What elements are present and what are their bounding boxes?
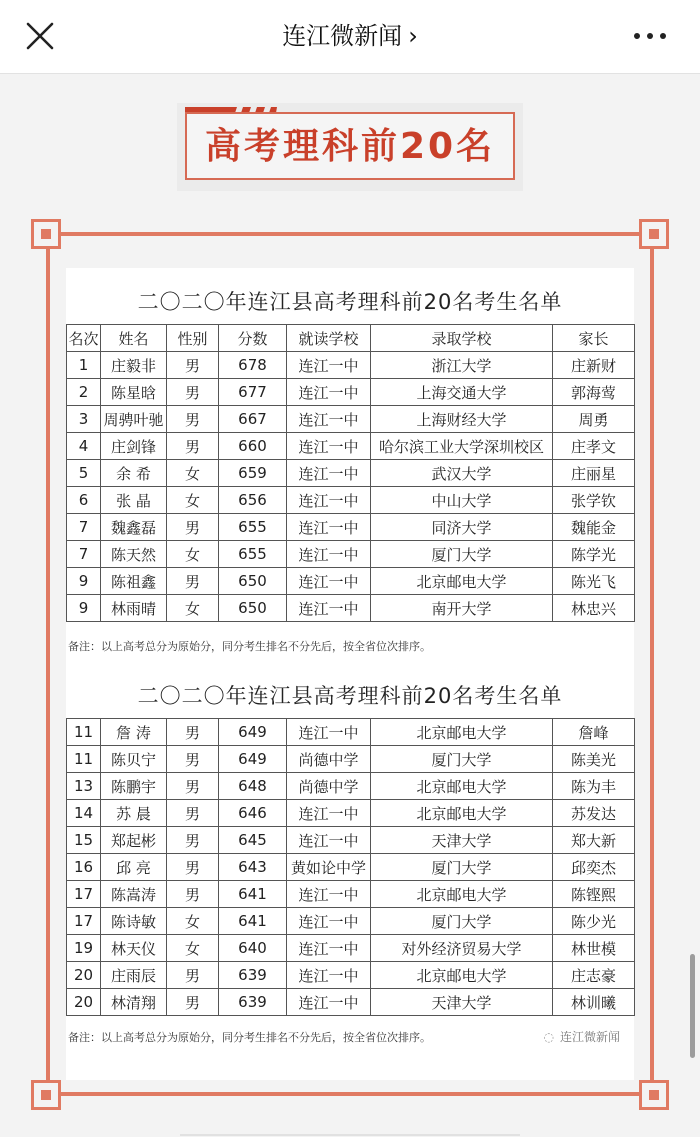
top-nav-bar	[0, 0, 700, 74]
table-cell: 北京邮电大学	[371, 568, 553, 595]
table-cell: 3	[67, 406, 101, 433]
table-cell: 哈尔滨工业大学深圳校区	[371, 433, 553, 460]
table-row	[67, 989, 635, 1016]
table-cell: 陈祖鑫	[101, 568, 167, 595]
table-cell: 男	[167, 568, 219, 595]
table-cell: 魏鑫磊	[101, 514, 167, 541]
table-cell: 同济大学	[371, 514, 553, 541]
table-cell: 女	[167, 460, 219, 487]
table-row	[67, 514, 635, 541]
table-cell: 天津大学	[371, 989, 553, 1016]
table-cell: 9	[67, 595, 101, 622]
table-cell: 陈铿熙	[553, 881, 635, 908]
table-cell: 连江一中	[287, 827, 371, 854]
table-cell: 邱 亮	[101, 854, 167, 881]
table-header-cell: 录取学校	[371, 325, 553, 352]
table-cell: 女	[167, 487, 219, 514]
table-cell: 余 希	[101, 460, 167, 487]
table-row	[67, 827, 635, 854]
table-cell: 南开大学	[371, 595, 553, 622]
table-cell: 邱奕杰	[553, 854, 635, 881]
frame-corner-bottom-left	[31, 1080, 61, 1110]
table-header-cell: 就读学校	[287, 325, 371, 352]
table-cell: 655	[219, 514, 287, 541]
frame-corner-top-right	[639, 219, 669, 249]
table-header-cell: 分数	[219, 325, 287, 352]
more-dots-icon[interactable]	[630, 22, 670, 50]
ranking-image[interactable]	[66, 268, 634, 1080]
table-cell: 2	[67, 379, 101, 406]
article-content	[0, 74, 700, 1137]
table-cell: 660	[219, 433, 287, 460]
table-cell: 641	[219, 908, 287, 935]
table-cell: 郑大新	[553, 827, 635, 854]
table-cell: 陈光飞	[553, 568, 635, 595]
table-cell: 1	[67, 352, 101, 379]
table-cell: 天津大学	[371, 827, 553, 854]
table-cell: 连江一中	[287, 433, 371, 460]
table-cell: 女	[167, 908, 219, 935]
table-cell: 厦门大学	[371, 854, 553, 881]
table-cell: 张 晶	[101, 487, 167, 514]
table-cell: 连江一中	[287, 908, 371, 935]
table-cell: 11	[67, 719, 101, 746]
table-cell: 677	[219, 379, 287, 406]
table-cell: 连江一中	[287, 881, 371, 908]
table-cell: 北京邮电大学	[371, 773, 553, 800]
table1-title: 二〇二〇年连江县高考理科前20名考生名单	[137, 290, 563, 314]
table-cell: 男	[167, 989, 219, 1016]
table-cell: 男	[167, 433, 219, 460]
table-cell: 林雨晴	[101, 595, 167, 622]
table-cell: 连江一中	[287, 595, 371, 622]
heading-banner	[185, 112, 515, 180]
table-cell: 640	[219, 935, 287, 962]
table-cell: 庄孝文	[553, 433, 635, 460]
table-row	[67, 595, 635, 622]
table-cell: 男	[167, 719, 219, 746]
table-header-cell: 名次	[67, 325, 101, 352]
table-cell: 庄新财	[553, 352, 635, 379]
table-cell: 连江一中	[287, 406, 371, 433]
table-cell: 周勇	[553, 406, 635, 433]
table-cell: 连江一中	[287, 487, 371, 514]
table-cell: 陈贝宁	[101, 746, 167, 773]
table-cell: 20	[67, 962, 101, 989]
table-cell: 庄志豪	[553, 962, 635, 989]
table-cell: 北京邮电大学	[371, 719, 553, 746]
frame-line-bottom	[46, 1092, 654, 1096]
table-cell: 庄剑锋	[101, 433, 167, 460]
ranking-table-1	[66, 324, 635, 622]
table-cell: 659	[219, 460, 287, 487]
table-cell: 639	[219, 989, 287, 1016]
table-cell: 詹 涛	[101, 719, 167, 746]
table-row	[67, 800, 635, 827]
frame-line-top	[46, 232, 654, 236]
table-row	[67, 854, 635, 881]
table-cell: 尚德中学	[287, 746, 371, 773]
table-cell: 15	[67, 827, 101, 854]
table-cell: 5	[67, 460, 101, 487]
account-name-link[interactable]	[0, 18, 700, 54]
table-cell: 林世模	[553, 935, 635, 962]
table-cell: 男	[167, 746, 219, 773]
table-cell: 陈为丰	[553, 773, 635, 800]
table-row	[67, 962, 635, 989]
table-row	[67, 719, 635, 746]
table-cell: 黄如论中学	[287, 854, 371, 881]
table-cell: 17	[67, 908, 101, 935]
watermark	[544, 1028, 621, 1045]
table-row	[67, 746, 635, 773]
table-cell: 连江一中	[287, 460, 371, 487]
table-cell: 庄丽星	[553, 460, 635, 487]
table-cell: 林清翔	[101, 989, 167, 1016]
chevron-right-icon: ›	[408, 22, 418, 50]
table-cell: 641	[219, 881, 287, 908]
table-cell: 连江一中	[287, 514, 371, 541]
table-cell: 648	[219, 773, 287, 800]
table-cell: 男	[167, 406, 219, 433]
table-cell: 郭海莺	[553, 379, 635, 406]
table-cell: 庄毅非	[101, 352, 167, 379]
table-cell: 厦门大学	[371, 908, 553, 935]
table-cell: 詹峰	[553, 719, 635, 746]
table-cell: 男	[167, 352, 219, 379]
table-cell: 643	[219, 854, 287, 881]
table-row	[67, 406, 635, 433]
table-row	[67, 908, 635, 935]
table-cell: 7	[67, 514, 101, 541]
table-cell: 北京邮电大学	[371, 881, 553, 908]
frame-corner-bottom-right	[639, 1080, 669, 1110]
table-cell: 男	[167, 379, 219, 406]
table-cell: 650	[219, 595, 287, 622]
table-cell: 连江一中	[287, 541, 371, 568]
frame-corner-top-left	[31, 219, 61, 249]
table-cell: 650	[219, 568, 287, 595]
table-cell: 女	[167, 935, 219, 962]
table-cell: 645	[219, 827, 287, 854]
table-cell: 646	[219, 800, 287, 827]
next-content-edge	[180, 1134, 520, 1136]
table-row	[67, 881, 635, 908]
table-cell: 林天仪	[101, 935, 167, 962]
table-cell: 19	[67, 935, 101, 962]
table-cell: 连江一中	[287, 352, 371, 379]
table-cell: 男	[167, 881, 219, 908]
table-cell: 浙江大学	[371, 352, 553, 379]
table-cell: 20	[67, 989, 101, 1016]
table-cell: 连江一中	[287, 962, 371, 989]
table-cell: 陈少光	[553, 908, 635, 935]
table-cell: 陈星晗	[101, 379, 167, 406]
table-cell: 678	[219, 352, 287, 379]
table-row	[67, 568, 635, 595]
table-cell: 656	[219, 487, 287, 514]
table-cell: 13	[67, 773, 101, 800]
table-cell: 武汉大学	[371, 460, 553, 487]
table-row	[67, 773, 635, 800]
table-row	[67, 352, 635, 379]
table-cell: 男	[167, 800, 219, 827]
table-cell: 林忠兴	[553, 595, 635, 622]
table-cell: 女	[167, 595, 219, 622]
table-cell: 649	[219, 746, 287, 773]
frame-line-left	[46, 248, 50, 1084]
table-cell: 男	[167, 773, 219, 800]
table-cell: 苏 晨	[101, 800, 167, 827]
table-cell: 陈诗敏	[101, 908, 167, 935]
table-cell: 连江一中	[287, 800, 371, 827]
table-cell: 魏能金	[553, 514, 635, 541]
table-cell: 尚德中学	[287, 773, 371, 800]
table-cell: 连江一中	[287, 379, 371, 406]
table-cell: 上海财经大学	[371, 406, 553, 433]
table-cell: 6	[67, 487, 101, 514]
table-cell: 陈嵩涛	[101, 881, 167, 908]
table-cell: 上海交通大学	[371, 379, 553, 406]
table-cell: 男	[167, 514, 219, 541]
table-cell: 周骋叶驰	[101, 406, 167, 433]
table-row	[67, 433, 635, 460]
table-cell: 7	[67, 541, 101, 568]
watermark-text: 连江微新闻	[559, 1030, 620, 1044]
table-cell: 张学钦	[553, 487, 635, 514]
table-cell: 男	[167, 827, 219, 854]
table-cell: 男	[167, 962, 219, 989]
table-cell: 中山大学	[371, 487, 553, 514]
table-cell: 655	[219, 541, 287, 568]
table-cell: 连江一中	[287, 719, 371, 746]
table-row	[67, 460, 635, 487]
table-header-cell: 性别	[167, 325, 219, 352]
table-cell: 陈天然	[101, 541, 167, 568]
account-name: 连江微新闻	[282, 22, 403, 50]
table-cell: 陈鹏宇	[101, 773, 167, 800]
wechat-icon: ◌	[543, 1030, 554, 1044]
table-cell: 17	[67, 881, 101, 908]
table-cell: 厦门大学	[371, 746, 553, 773]
table-row	[67, 379, 635, 406]
table-cell: 9	[67, 568, 101, 595]
banner-title: 高考理科前20名	[204, 126, 496, 167]
table-cell: 北京邮电大学	[371, 800, 553, 827]
table-cell: 林训曦	[553, 989, 635, 1016]
table-cell: 女	[167, 541, 219, 568]
table-cell: 14	[67, 800, 101, 827]
table-cell: 对外经济贸易大学	[371, 935, 553, 962]
table-cell: 男	[167, 854, 219, 881]
table-row	[67, 487, 635, 514]
table2-note: 备注：以上高考总分为原始分，同分考生排名不分先后，按全省位次排序。	[68, 1031, 431, 1044]
frame-line-right	[650, 248, 654, 1084]
table-cell: 16	[67, 854, 101, 881]
table-cell: 667	[219, 406, 287, 433]
table-cell: 郑起彬	[101, 827, 167, 854]
table-row	[67, 541, 635, 568]
table-header-row	[67, 325, 635, 352]
table-cell: 连江一中	[287, 935, 371, 962]
table-cell: 北京邮电大学	[371, 962, 553, 989]
table-cell: 陈学光	[553, 541, 635, 568]
table-header-cell: 家长	[553, 325, 635, 352]
table-cell: 639	[219, 962, 287, 989]
table2-title: 二〇二〇年连江县高考理科前20名考生名单	[137, 684, 563, 708]
table1-note: 备注：以上高考总分为原始分，同分考生排名不分先后，按全省位次排序。	[68, 640, 431, 653]
table-row	[67, 935, 635, 962]
table-header-cell: 姓名	[101, 325, 167, 352]
scrollbar-thumb[interactable]	[690, 954, 695, 1058]
table-cell: 庄雨辰	[101, 962, 167, 989]
table-cell: 苏发达	[553, 800, 635, 827]
table-cell: 连江一中	[287, 568, 371, 595]
table-cell: 4	[67, 433, 101, 460]
table-cell: 连江一中	[287, 989, 371, 1016]
table-cell: 649	[219, 719, 287, 746]
table-cell: 厦门大学	[371, 541, 553, 568]
table-cell: 11	[67, 746, 101, 773]
ranking-table-2	[66, 718, 635, 1016]
table-cell: 陈美光	[553, 746, 635, 773]
